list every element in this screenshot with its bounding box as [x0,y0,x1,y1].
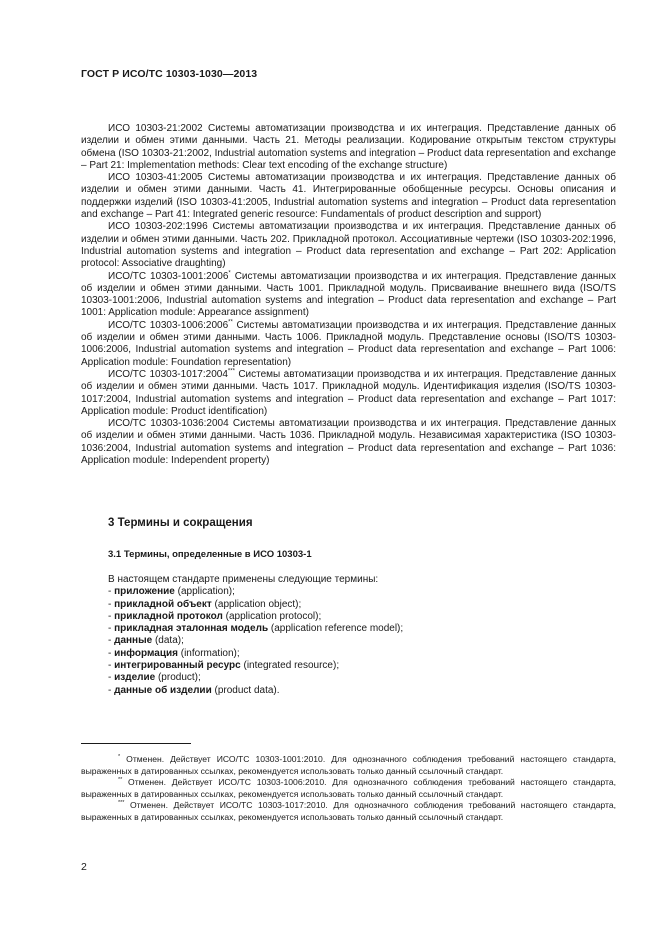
term-name: изделие [114,672,156,684]
term-item [108,648,618,660]
reference-paragraph [81,369,616,418]
term-name: прикладной объект [114,598,212,610]
term-item [108,599,618,611]
document-header: ГОСТ Р ИСО/ТС 10303-1030—2013 [81,68,258,80]
reference-text: Системы автоматизации производства и их интеграция. Представление данных об изделии и обмен этими данными. Часть 1006. Прикладной модуль. Представление основы (ISO/TS 10303-1006:2006, Industrial automation systems and integration – Product data representation and exchange – Part 1006: Application module: Foundation representation) [81,319,616,368]
reference-paragraph [81,320,616,369]
term-english: (product); [155,672,201,684]
terms-list [108,574,618,697]
reference-text: Системы автоматизации производства и их интеграция. Представление данных об изделии и обмен этими данными. Часть 1017. Прикладной модуль. Идентификация изделия (ISO/TS 10303-1017:2004, Industrial automation systems and integration – Product data representation and exchange – Part 1017: Application module: Product identification) [81,368,616,417]
bullet: - [108,647,115,659]
footnotes [81,754,616,824]
reference-paragraph [81,221,616,270]
footnote-marker: *** [118,800,125,807]
footnote [81,777,616,800]
term-english: (information); [177,647,240,659]
term-item [108,685,618,697]
terms-intro: В настоящем стандарте применены следующие термины: [108,574,379,585]
bullet: - [108,610,115,622]
footnote-separator [81,743,191,744]
reference-paragraph [81,172,616,221]
term-name: прикладной протокол [114,610,223,622]
term-english: (application reference model); [268,623,404,635]
bullet: - [108,598,115,610]
bullet: - [108,684,115,696]
reference-lead: ИСО/ТС 10303-1001:2006 [108,270,229,282]
reference-text: Системы автоматизации производства и их интеграция. Представление данных об изделии и обмен этими данными. Часть 1001. Прикладной модуль. Присваивание внешнего вида (ISO/TS 10303-1001:2006, Industrial automation systems and integration – Product data representation and exchange – Part 1001: Application module: Appearance assignment) [81,270,616,319]
term-name: информация [114,647,178,659]
term-item [108,660,618,672]
term-name: интегрированный ресурс [114,660,241,672]
reference-lead: ИСО/ТС 10303-1006:2006 [108,319,229,331]
bullet: - [108,635,115,647]
term-english: (integrated resource); [240,660,340,672]
term-item [108,586,618,598]
footnote-text: Отменен. Действует ИСО/ТС 10303-1017:2010. Для однозначного соблюдения требований настоящего стандарта, выраженных в датированных ссылках, рекомендуется использовать только данный ссылочный стандарт. [81,800,616,822]
reference-text: ИСО/ТС 10303-1036:2004 Системы автоматизации производства и их интеграция. Представление данных об изделии и обмен этими данными. Часть 1036. Прикладной модуль. Независимая характеристика (ISO 10303-1036:2004, Industrial automation systems and integration – Product data representation and exchange – Part 1036: Application module: Independent property) [81,418,616,467]
footnote-marker: * [228,270,231,277]
reference-lead: ИСО/ТС 10303-1017:2004 [108,368,228,380]
bullet: - [108,660,115,672]
term-english: (application protocol); [222,610,322,622]
section-title: 3 Термины и сокращения [108,517,253,529]
footnote-text: Отменен. Действует ИСО/ТС 10303-1001:2010. Для однозначного соблюдения требований настоящего стандарта, выраженных в датированных ссылках, рекомендуется использовать только данный ссылочный стандарт. [81,754,616,776]
bullet: - [108,623,115,635]
footnote [81,800,616,823]
bullet: - [108,586,115,598]
term-english: (product data). [211,684,280,696]
page-number: 2 [81,861,87,873]
normative-references [81,123,616,467]
term-item [108,611,618,623]
footnote-marker: *** [227,368,235,375]
footnote-text: Отменен. Действует ИСО/ТС 10303-1006:2010. Для однозначного соблюдения требований настоящего стандарта, выраженных в датированных ссылках, рекомендуется использовать только данный ссылочный стандарт. [81,777,616,799]
term-english: (application); [174,586,235,598]
footnote [81,754,616,777]
footnote-marker: ** [228,319,233,326]
reference-paragraph [81,271,616,320]
term-name: данные [114,635,153,647]
term-name: приложение [114,586,175,598]
reference-text: ИСО 10303-21:2002 Системы автоматизации производства и их интеграция. Представление данных об изделии и обмен этими данными. Часть 21. Методы реализации. Кодирование открытым текстом структуры обмена (ISO 10303-21:2002, Industrial automation systems and integration – Product data representation and exchange – Part 21: Implementation methods: Clear text encoding of the exchange structure) [81,123,616,171]
subsection-title: 3.1 Термины, определенные в ИСО 10303-1 [108,549,312,560]
footnote-marker: ** [118,777,123,784]
term-item [108,672,618,684]
term-item [108,635,618,647]
footnote-marker: * [118,754,121,761]
term-item [108,623,618,635]
term-english: (application object); [211,598,302,610]
reference-text: ИСО 10303-202:1996 Системы автоматизации производства и их интеграция. Представление данных об изделии и обмен этими данными. Часть 202. Прикладной протокол. Ассоциативные чертежи (ISO 10303-202:1996, Industrial automation systems and integration – Product data representation and exchange – Part 202: Application protocol: Associative draughting) [81,221,616,270]
reference-paragraph [81,123,616,172]
reference-paragraph [81,418,616,467]
term-english: (data); [152,635,184,647]
term-name: прикладная эталонная модель [114,623,269,635]
bullet: - [108,672,115,684]
term-name: данные об изделии [114,684,212,696]
reference-text: ИСО 10303-41:2005 Системы автоматизации производства и их интеграция. Представление данных об изделии и обмен этими данными. Часть 41. Интегрированные обобщенные ресурсы. Основы описания и поддержки изделий (ISO 10303-41:2005, Industrial automation systems and integration – Product data representation and exchange – Part 41: Integrated generic resource: Fundamentals of product description and support) [81,172,616,221]
